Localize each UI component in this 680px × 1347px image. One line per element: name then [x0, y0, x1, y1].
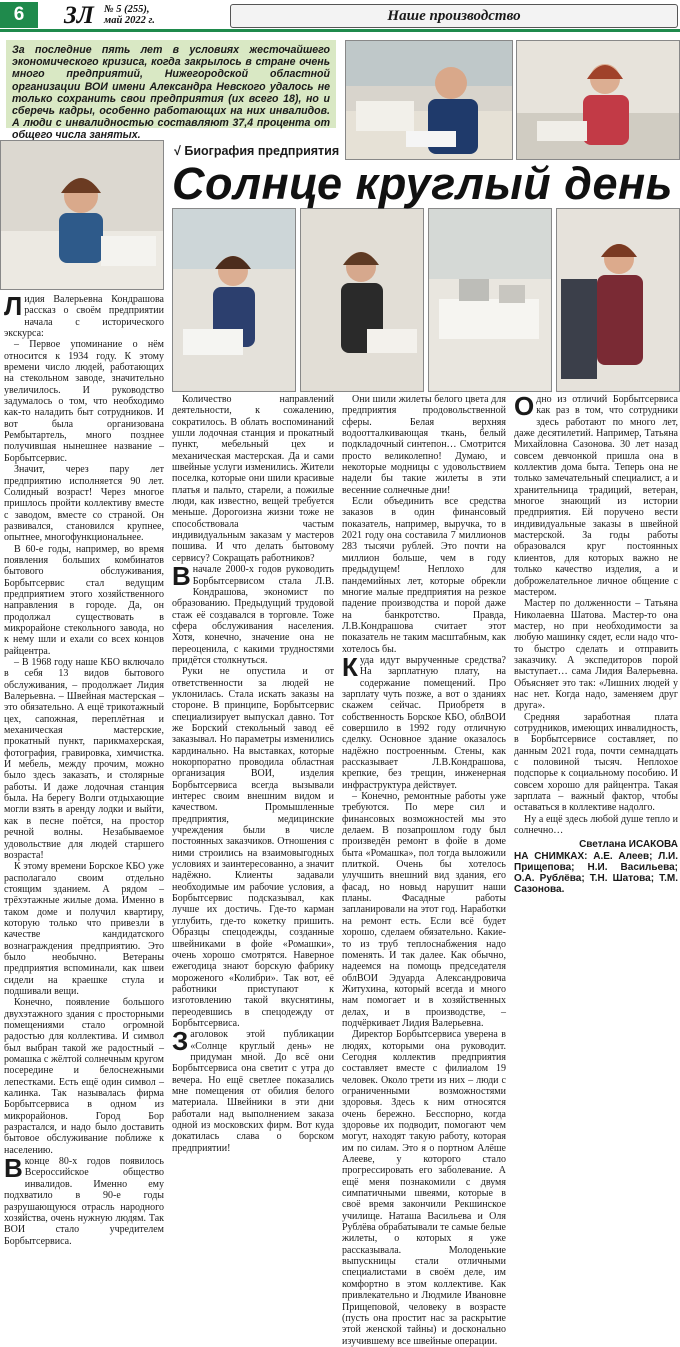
paragraph: Конечно, появление большого двухэтажного здания с просторными помещениями стало огромной радостью для коллектива. И символ был выбран такой же радостный – ромашка с жёлтой солнечным кругом посередине и белоснежными лепестками. Есть ещё один символ – калинка. Так называлась фирма Борбытсервиса в одном из микрорайонов. Город Бор разрастался, и надо было доставить бытовое обслуживание поближе к населению.	[4, 997, 164, 1156]
newspaper-logo: ЗЛ	[64, 2, 94, 29]
paragraph: Средняя заработная плата сотрудников, имеющих инвалидность, в Борбытсервисе составляет, по данным 2021 года, почти семнадцать с половиной тысяч. Неплохое подспорье к социальному пособию. И совсем хорошо для райцентра. Такая зарплата – важный фактор, чтобы оставаться в коллективе надолго.	[514, 711, 678, 814]
paragraph: Мастер по долженности – Татьяна Николаевна Шатова. Мастер-то она мастер, но при необходимости за любую машинку сядет, если надо что-то быстро сделать и отправить заказчику. А экспедиторов порой выступает… сама Лидия Валерьевна. Объясняет это так: «Лишних людей у нас нет. Когда надо, заменяем друг друга».	[514, 598, 678, 712]
photo-prishchepova	[516, 40, 680, 160]
drop-cap: К	[342, 651, 358, 682]
article-column-1	[4, 291, 164, 1247]
drop-cap: О	[514, 391, 535, 421]
lead-paragraph: За последние пять лет в условиях жесточайшего экономического кризиса, когда закрылось в стране очень много предприятий, Нижегородской областной организации ВОИ имени Александра Невского удалось не только сохранить свои предприятия (их всего 18), но и сберечь кадры, особенно работающих на них инвалидов. А люди с инвалидностью составляют 37,4 процента от общего числа занятых.	[6, 40, 336, 128]
photo-vasilyeva	[0, 140, 164, 290]
paragraph: дно из отличий Борбытсервиса как раз в том, что сотрудники здесь работают по много лет, даже десятилетий. Например, Татьяна Михайловна Сазонова. 30 лет назад совсем девчонкой пришла она в коллектив дома быта. Теперь она не только замечательный специалист, а и хранительница традиций, ветеран, многое знающий из истории предприятия. Ей поручено вести индивидуальные заказы в швейной мастерской. За годы работы образовался круг постоянных клиентов, для которых важно не только качество изделия, а и доброжелательное личное общение с мастером.	[514, 394, 678, 598]
paragraph: конце 80-х годов появилось Всероссийское общество инвалидов. Именно ему подхватило в 90-е годы разрушающуюся отрасль народного хозяйства, очень нужную людям. Так ВОИ стало учредителем Борбытсервиса.	[4, 1156, 164, 1247]
article-kicker: √ Биография предприятия	[174, 144, 340, 158]
issue-info	[104, 4, 155, 26]
photo-credits: НА СНИМКАХ: А.Е. Алеев; Л.И. Прищепова; Н.И. Васильева; О.А. Рублёва; Т.Н. Шатова; Т.М. Сазонова.	[514, 851, 678, 896]
paragraph: уда идут вырученные средства? На зарплатную плату, на содержание помещений. Про зарплату чуть позже, а вот о зданиях скажем сейчас. Приобретя в собственность Борское КБО, облВОИ совершило в 1992 году отличную сделку. Основное здание оказалось надёжно построенным. Стены, как рассказывает Л.В.Кондрашова, крепкие, без трещин, инженерная инфраструктура действует.	[342, 654, 506, 791]
author-signature: Светлана ИСАКОВА	[579, 839, 678, 851]
photo-sazonova	[556, 208, 680, 392]
paragraph: В 60-е годы, например, во время появления больших комбинатов бытового обслуживания, Борбытсервис стал ведущим предприятием этого хозяйственного направления в городе. Да, он продолжал существовать в микрорайоне стекольного завода, но к нему шли и ехали со всех концов райцентра.	[4, 543, 164, 657]
paragraph: – В 1968 году наше КБО включало в себя 13 видов бытового обслуживания, – продолжает Лидия Валерьевна. – Швейная мастерская – это обязательно. А ещё трикотажный цех, сапожная, переплётная и механическая мастерские, прокатный пункт, парикмахерская, фотография, гравировка, химчистка. И мебель, между прочим, можно было здесь заказать, и столярные работы. И даже лодочная станция была. На берегу Волги отдыхающие могли взять в аренду лодки и выйти, как в песне поётся, на простор речной волны. Незабываемое удовольствие для людей старшего возраста!	[4, 657, 164, 861]
article-column-4	[514, 391, 678, 944]
paragraph: Руки не опустила и от ответственности за людей не уклонилась. Стала искать заказы на стороне. В принципе, Борбытсервис специализирует выпускал давно. Тот же Борский стекольный завод её заказывал. Но параметры изменились кардинально. На выставках, которые нокорпоратно проводила областная организация ВОИ, изделия Борбытсервиса всегда вызывали интерес своим внешним видом и качеством. Промышленные предприятия, медицинские учреждения были в числе постоянных заказчиков. Отношения с ними строились на взаимовыгодных условиях и заинтересованно, а значит надёжно. Клиенты задавали необходимые им рабочие условия, а Борбытсервис подсказывал, как лучше их достичь. Где-то карман углубить, где-то кокетку пришить. Образцы спецодежды, созданные швейниками в фойе «Ромашки», очень хорошо смотрятся. Наверное ежегодица знают борскую фабрику мороженого «Колибри». Так вот, её работники приступают к изготовлению такой вкуснятины, переодевшись в спецодежду от Борбытсервиса.	[172, 666, 334, 1029]
photo-rubleva	[172, 208, 296, 392]
page-number: 6	[0, 2, 38, 28]
drop-cap: В	[172, 561, 191, 592]
drop-cap: З	[172, 1026, 189, 1057]
paragraph: Они шили жилеты белого цвета для предприятия продовольственной сферы. Белая верхняя водоотталкивающая ткань, белый подкладочный синтепон… Смотрится просто великолепно! Думаю, и некоторые модницы с удовольствием надели бы такие жилеты в эти весенние солнечные дни!	[342, 394, 506, 496]
paragraph: К этому времени Борское КБО уже располагало своим отдельно стоящим зданием. А рядом – трёхэтажные жилые дома. Именно в таком доме и получил квартиру, которую только что привезли в качестве кандидатского вознаграждения предприятию. Это было необычно. Ветераны предприятия вспоминали, как швеи сидели на краешке стула и подшивали вещи.	[4, 861, 164, 997]
paragraph: Количество направлений деятельности, к сожалению, сократилось. В облать воспоминаний ушли лодочная станция и прокатный пункт, мебельный цех и механическая мастерская. Да и сами швейные услуги изменились. Жители поселка, которые они шили красивые платья и пальто, старели, а пожилые люди, как известно, вещей требуется меньше. Дорогоизна жизни тоже не способствовала частым индивидуальным заказам у мастеров пошива. И что делать бытовому сервису? Сокращать работников?	[172, 394, 334, 564]
header-rule	[0, 29, 680, 32]
photo-sewing-machines	[428, 208, 552, 392]
drop-cap: Л	[4, 291, 23, 321]
photo-shatova	[300, 208, 424, 392]
paragraph: начале 2000-х годов руководить Борбытсервисом стала Л.В. Кондрашова, экономист по образованию. Предыдущий трудовой стаж её создавался в торговле. Тоже сфера обслуживания населения. Хотя, конечно, значение она не переоценила, с какими трудностями придётся столкнуться.	[172, 564, 334, 666]
paragraph: Значит, через пару лет предприятию исполняется 90 лет. Солидный возраст! Через многое пришлось пройти коллективу вместе с заводом, вместе со страной. Он развивался, становился крупнее, опытнее, многофункциональнее.	[4, 464, 164, 544]
article-column-3	[342, 394, 506, 1347]
issue-number: № 5 (255),	[104, 4, 150, 15]
page-header	[0, 0, 680, 34]
paragraph: – Первое упоминание о нём относится к 1934 году. К этому времени число людей, работающих на стекольном заводе, значительно увеличилось. И руководство задумалось о том, что необходимо как-то наладить быт сотрудников. И вот была организована Рембытартель, много позднее получившая нынешнее название – Борбытсервис.	[4, 339, 164, 464]
article-title: Солнце круглый день	[172, 158, 673, 209]
photo-aleev	[345, 40, 513, 160]
paragraph: аголовок этой публикации «Солнце круглый день» не придуман мной. До всё они Борбытсервиса она светит с утра до вечера. Но ещё светлее показались мне помещения от обилия белого материала. Швейники в эти дни работали над выполнением заказа одной из московских фирм. Вот куда докатилась слава о борском предприятии!	[172, 1029, 334, 1154]
paragraph: Директор Борбытсервиса уверена в людях, которыми она руководит. Сегодня коллектив предприятия составляет вместе с филиалом 19 человек. Около трети из них – люди с ограниченными возможностями здоровья. Здесь к ним относятся очень бережно. Бесспорно, когда здоровье их подводит, помогают чем могут, находят такую работу, которая им по силам. Это я о портном Алёше Алееве, у которого стало прогрессировать его заболевание. А ещё меня познакомили с двумя симпатичными швеями, которые в своё время закончили Рекшинское училище. Наташа Васильева и Оля Рублёва обрабатывали те самые белые жилеты, о которых я уже рассказывала. Молоденькие выпускницы стали отличными специалистами в своём деле, им комфортно в этом коллективе. Как привлекательно и Людмиле Ивановне Прищеповой, человеку в возрасте (пусть она простит нас за раскрытие этой женской тайны) и досконально изучившему все швейные операции.	[342, 1029, 506, 1347]
section-rubric: Наше производство	[230, 4, 678, 28]
paragraph: Ну а ещё здесь любой душе тепло и солнечно…	[514, 813, 678, 837]
issue-date: май 2022 г.	[104, 15, 155, 26]
paragraph: Если объединить все средства заказов в один финансовый показатель, например, выручка, то в 2021 году она составила 7 миллионов 283 тысячи рублей. Это почти на миллион больше, чем в году предыдущем! Неплохо для пандемийных лет, которые обрекли многие малые предприятия на резкое падение производства и порой даже на банкротство. Правда, Л.В.Кондрашова считает этот показатель не таким масштабным, как хотелось бы.	[342, 496, 506, 655]
article-column-2	[172, 394, 334, 1154]
paragraph: – Конечно, ремонтные работы уже требуются. По мере сил и финансовых возможностей мы это делаем. В позапрошлом году был произведён ремонт в фойе в доме быта «Ромашка», пол тогда выложили плиткой. Очень бы хотелось улучшить внешний вид здания, его фасад, но новыд нарушит наши планы. Фасадные работы запланировали на этот год. Наработки на ремонт есть. Если всё будет хорошо, сделаем обязательно. Какие-то из труб теплоснабжения надо поменять. И так далее. Как обычно, надеемся на помощь председателя облВОИ Эдуарда Александровича Житухина, который всегда и много нам помогает и в хозяйственных делах, и в производстве, – подчёркивает Лидия Валерьевна.	[342, 791, 506, 1029]
drop-cap: В	[4, 1153, 23, 1184]
paragraph: идия Валерьевна Кондрашова рассказ о своём предприятии начала с исторического экскурса:	[4, 294, 164, 340]
